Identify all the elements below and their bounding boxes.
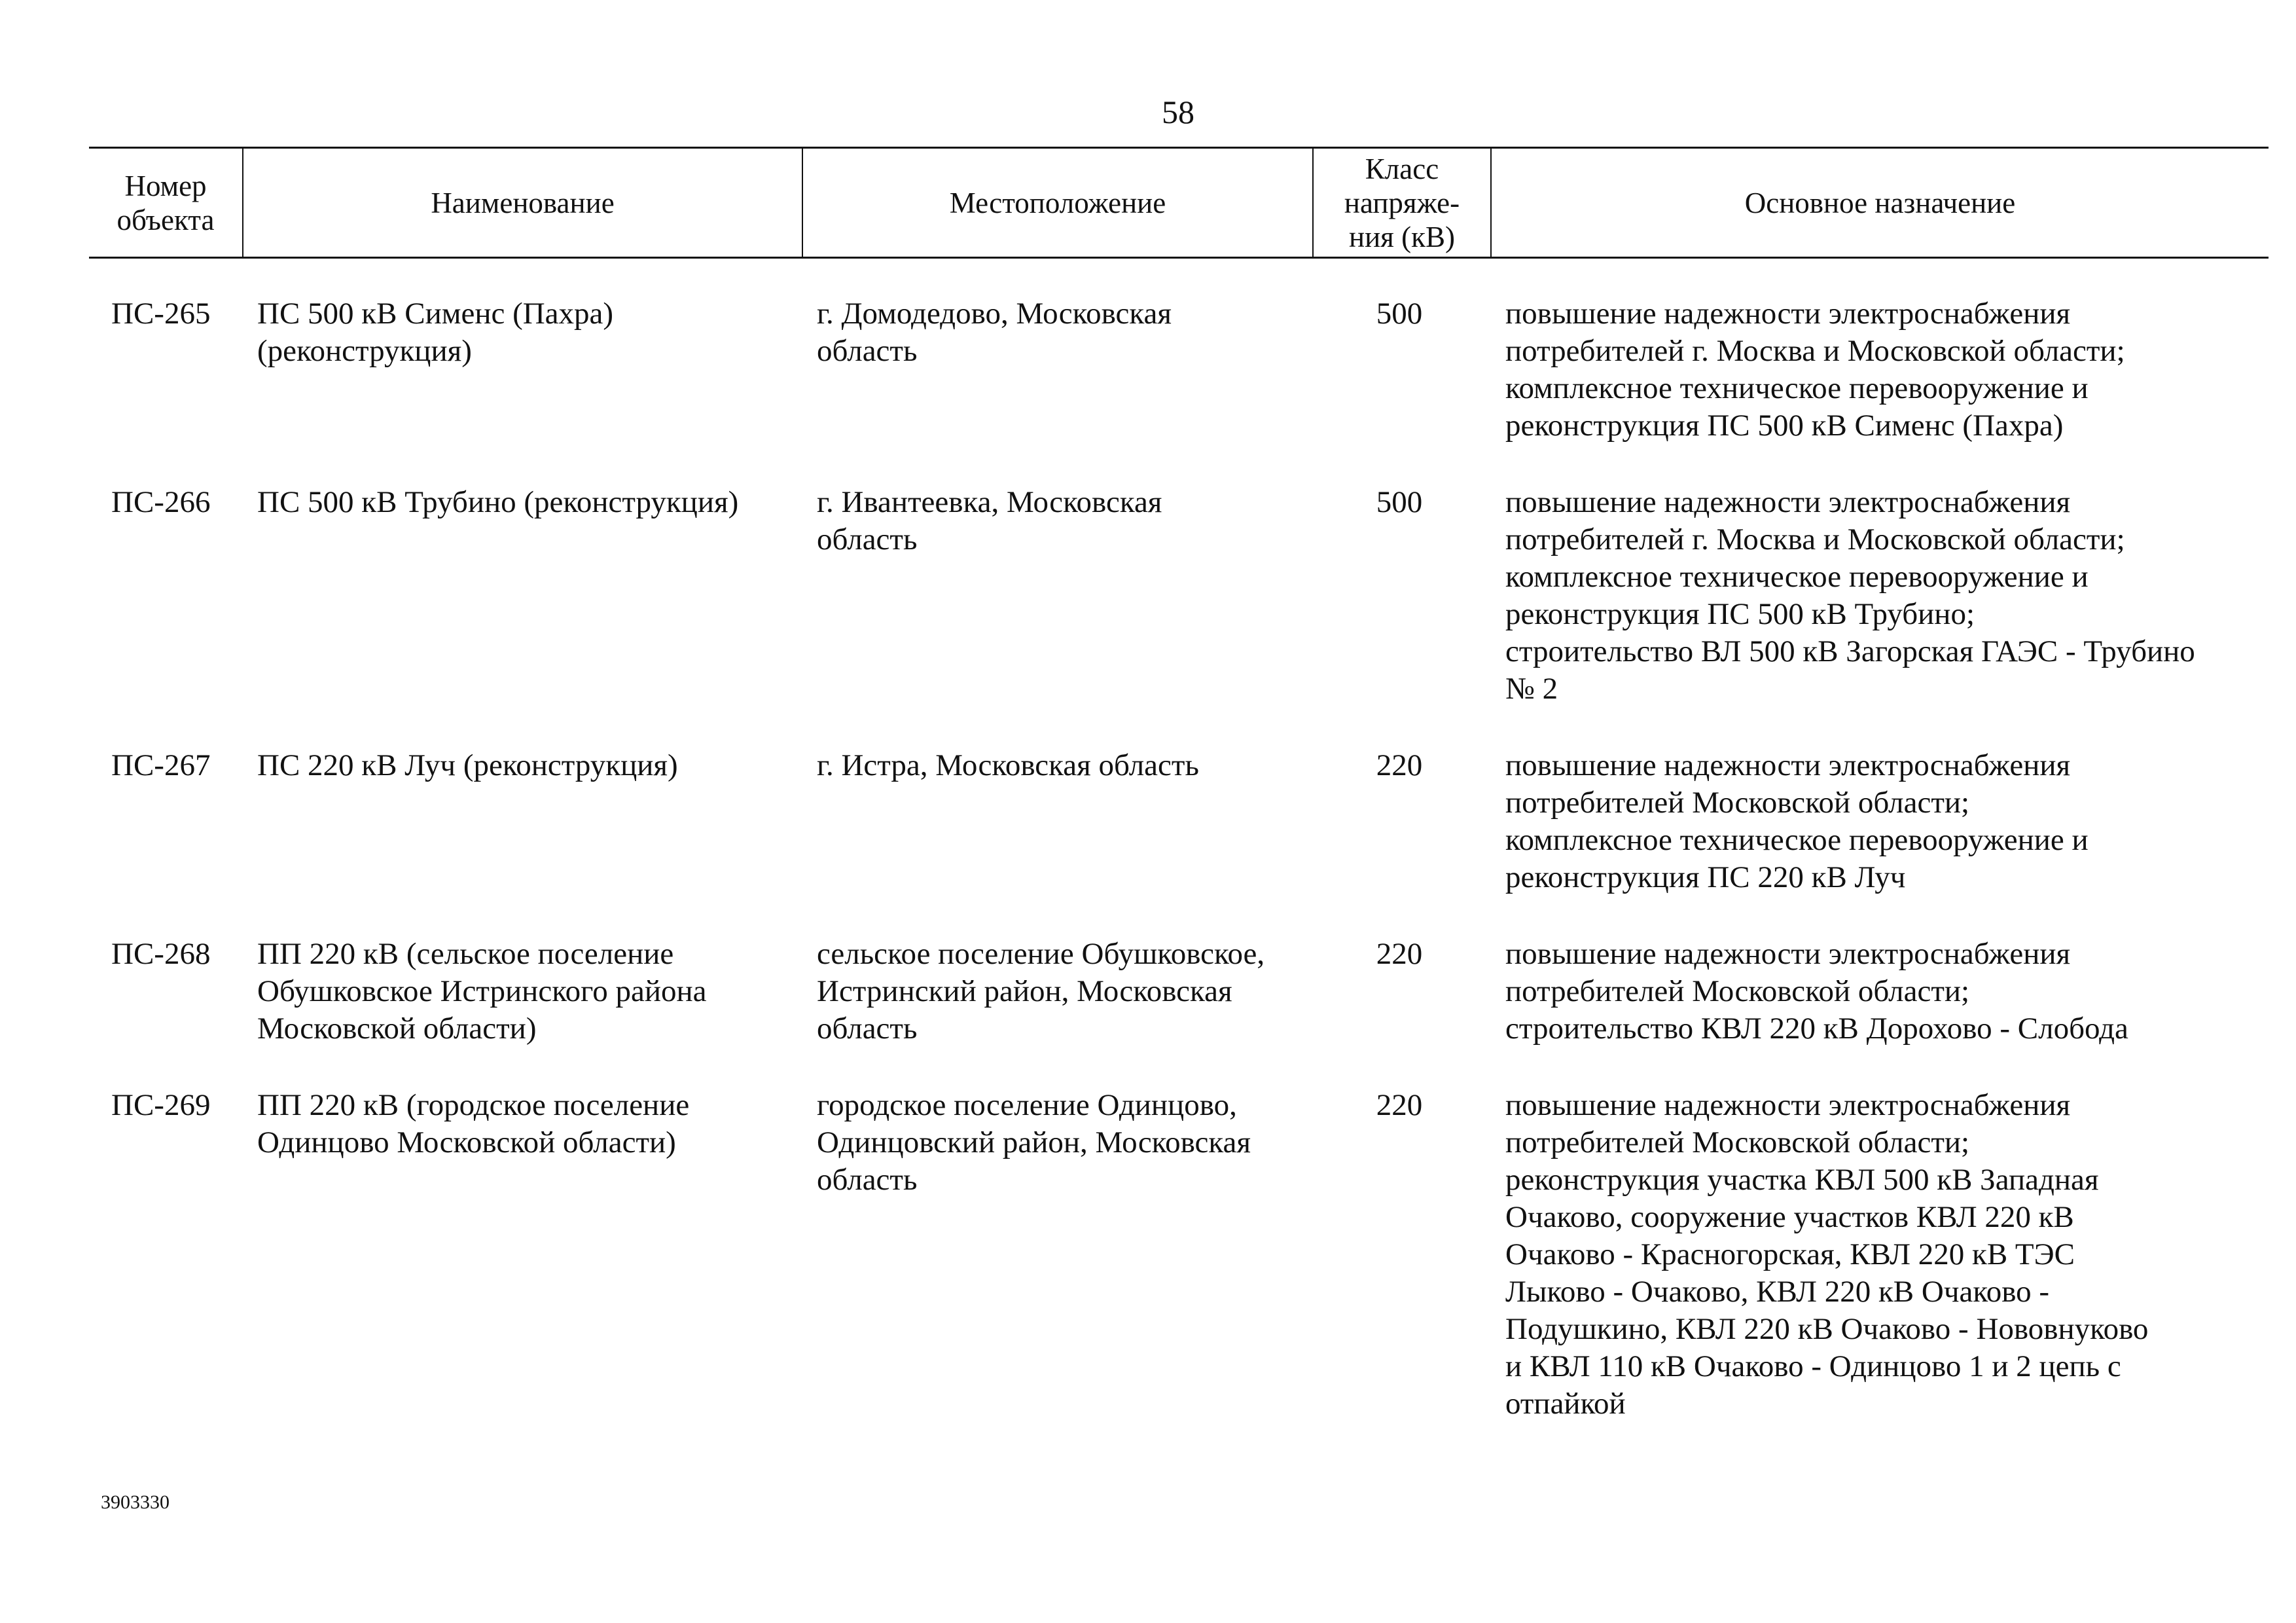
cell-purpose-line: реконструкция ПС 220 кВ Луч <box>1505 860 1906 894</box>
cell-purpose <box>1491 258 2269 484</box>
table-body <box>89 258 2269 1463</box>
header-voltage <box>1313 148 1491 258</box>
table-header-row <box>89 148 2269 258</box>
table-row <box>89 484 2269 747</box>
cell-location <box>802 936 1313 1087</box>
cell-purpose-line: строительство ВЛ 500 кВ Загорская ГАЭС - Трубино <box>1505 634 2195 668</box>
cell-purpose <box>1491 936 2269 1087</box>
cell-purpose-line: № 2 <box>1505 672 1558 706</box>
cell-voltage: 220 <box>1376 937 1423 971</box>
cell-location-line: городское поселение Одинцово, <box>817 1088 1237 1122</box>
cell-purpose-line: потребителей г. Москва и Московской области; <box>1505 334 2125 368</box>
header-voltage-line: напряже- <box>1344 186 1460 219</box>
cell-voltage: 500 <box>1376 485 1423 519</box>
cell-number: ПС-269 <box>111 1088 211 1122</box>
cell-name-line: (реконструкция) <box>257 334 472 368</box>
cell-location-line: Истринский район, Московская <box>817 974 1232 1008</box>
header-number <box>89 148 243 258</box>
cell-location-line: сельское поселение Обушковское, <box>817 937 1265 971</box>
cell-name <box>243 258 802 484</box>
cell-location-line: г. Истра, Московская область <box>817 748 1199 782</box>
cell-purpose <box>1491 747 2269 936</box>
header-voltage-line: Класс <box>1365 152 1439 185</box>
cell-purpose-line: Очаково, сооружение участков КВЛ 220 кВ <box>1505 1200 2074 1234</box>
cell-name <box>243 747 802 936</box>
cell-purpose-line: потребителей Московской области; <box>1505 1125 1970 1159</box>
table-row <box>89 1087 2269 1462</box>
cell-location-line: область <box>817 334 918 368</box>
cell-purpose <box>1491 1087 2269 1462</box>
cell-purpose-line: повышение надежности электроснабжения <box>1505 297 2071 331</box>
cell-name <box>243 1087 802 1462</box>
cell-location-line: область <box>817 522 918 556</box>
cell-location-line: г. Домодедово, Московская <box>817 297 1172 331</box>
cell-name-line: ПС 220 кВ Луч (реконструкция) <box>257 748 678 782</box>
cell-purpose-line: повышение надежности электроснабжения <box>1505 1088 2071 1122</box>
cell-location-line: Одинцовский район, Московская <box>817 1125 1251 1159</box>
header-voltage-line: ния (кВ) <box>1349 220 1455 253</box>
cell-name-line: ПП 220 кВ (городское поселение <box>257 1088 690 1122</box>
table-row <box>89 258 2269 484</box>
cell-purpose-line: потребителей Московской области; <box>1505 786 1970 820</box>
header-number-line: объекта <box>117 203 215 236</box>
page-number: 58 <box>1162 94 1194 130</box>
cell-name-line: ПС 500 кВ Трубино (реконструкция) <box>257 485 739 519</box>
cell-name-line: ПП 220 кВ (сельское поселение <box>257 937 674 971</box>
cell-purpose <box>1491 484 2269 747</box>
cell-voltage: 220 <box>1376 1088 1423 1122</box>
table-row <box>89 747 2269 936</box>
cell-purpose-line: реконструкция участка КВЛ 500 кВ Западная <box>1505 1163 2099 1197</box>
cell-location <box>802 747 1313 936</box>
cell-location <box>802 258 1313 484</box>
cell-number: ПС-266 <box>111 485 211 519</box>
cell-name-line: Обушковское Истринского района <box>257 974 707 1008</box>
cell-location-line: область <box>817 1163 918 1197</box>
cell-number: ПС-265 <box>111 297 211 331</box>
cell-purpose-line: повышение надежности электроснабжения <box>1505 485 2071 519</box>
table-row <box>89 936 2269 1087</box>
cell-purpose-line: Лыково - Очаково, КВЛ 220 кВ Очаково - <box>1505 1275 2050 1309</box>
cell-purpose-line: потребителей Московской области; <box>1505 974 1970 1008</box>
cell-purpose-line: комплексное техническое перевооружение и <box>1505 560 2089 594</box>
cell-purpose-line: комплексное техническое перевооружение и <box>1505 823 2089 857</box>
header-name: Наименование <box>243 148 802 258</box>
cell-purpose-line: Очаково - Красногорская, КВЛ 220 кВ ТЭС <box>1505 1237 2075 1271</box>
cell-number: ПС-267 <box>111 748 211 782</box>
cell-location-line: г. Ивантеевка, Московская <box>817 485 1162 519</box>
cell-purpose-line: комплексное техническое перевооружение и <box>1505 371 2089 405</box>
cell-name-line: ПС 500 кВ Сименс (Пахра) <box>257 297 614 331</box>
cell-purpose-line: повышение надежности электроснабжения <box>1505 937 2071 971</box>
cell-location <box>802 1087 1313 1462</box>
header-location: Местоположение <box>802 148 1313 258</box>
cell-voltage: 500 <box>1376 297 1423 331</box>
cell-purpose-line: реконструкция ПС 500 кВ Трубино; <box>1505 597 1975 631</box>
cell-purpose-line: строительство КВЛ 220 кВ Дорохово - Слобода <box>1505 1012 2128 1046</box>
cell-number: ПС-268 <box>111 937 211 971</box>
objects-table <box>89 147 2269 1462</box>
cell-name <box>243 484 802 747</box>
cell-purpose-line: отпайкой <box>1505 1387 1626 1421</box>
header-number-line: Номер <box>124 169 207 202</box>
header-purpose: Основное назначение <box>1491 148 2269 258</box>
cell-name-line: Московской области) <box>257 1012 537 1046</box>
cell-purpose-line: и КВЛ 110 кВ Очаково - Одинцово 1 и 2 цепь с <box>1505 1349 2121 1383</box>
document-code: 3903330 <box>101 1491 170 1513</box>
cell-location <box>802 484 1313 747</box>
cell-name <box>243 936 802 1087</box>
cell-location-line: область <box>817 1012 918 1046</box>
cell-purpose-line: Подушкино, КВЛ 220 кВ Очаково - Нововнуково <box>1505 1312 2149 1346</box>
cell-purpose-line: реконструкция ПС 500 кВ Сименс (Пахра) <box>1505 409 2064 443</box>
cell-name-line: Одинцово Московской области) <box>257 1125 676 1159</box>
cell-purpose-line: повышение надежности электроснабжения <box>1505 748 2071 782</box>
cell-voltage: 220 <box>1376 748 1423 782</box>
cell-purpose-line: потребителей г. Москва и Московской области; <box>1505 522 2125 556</box>
